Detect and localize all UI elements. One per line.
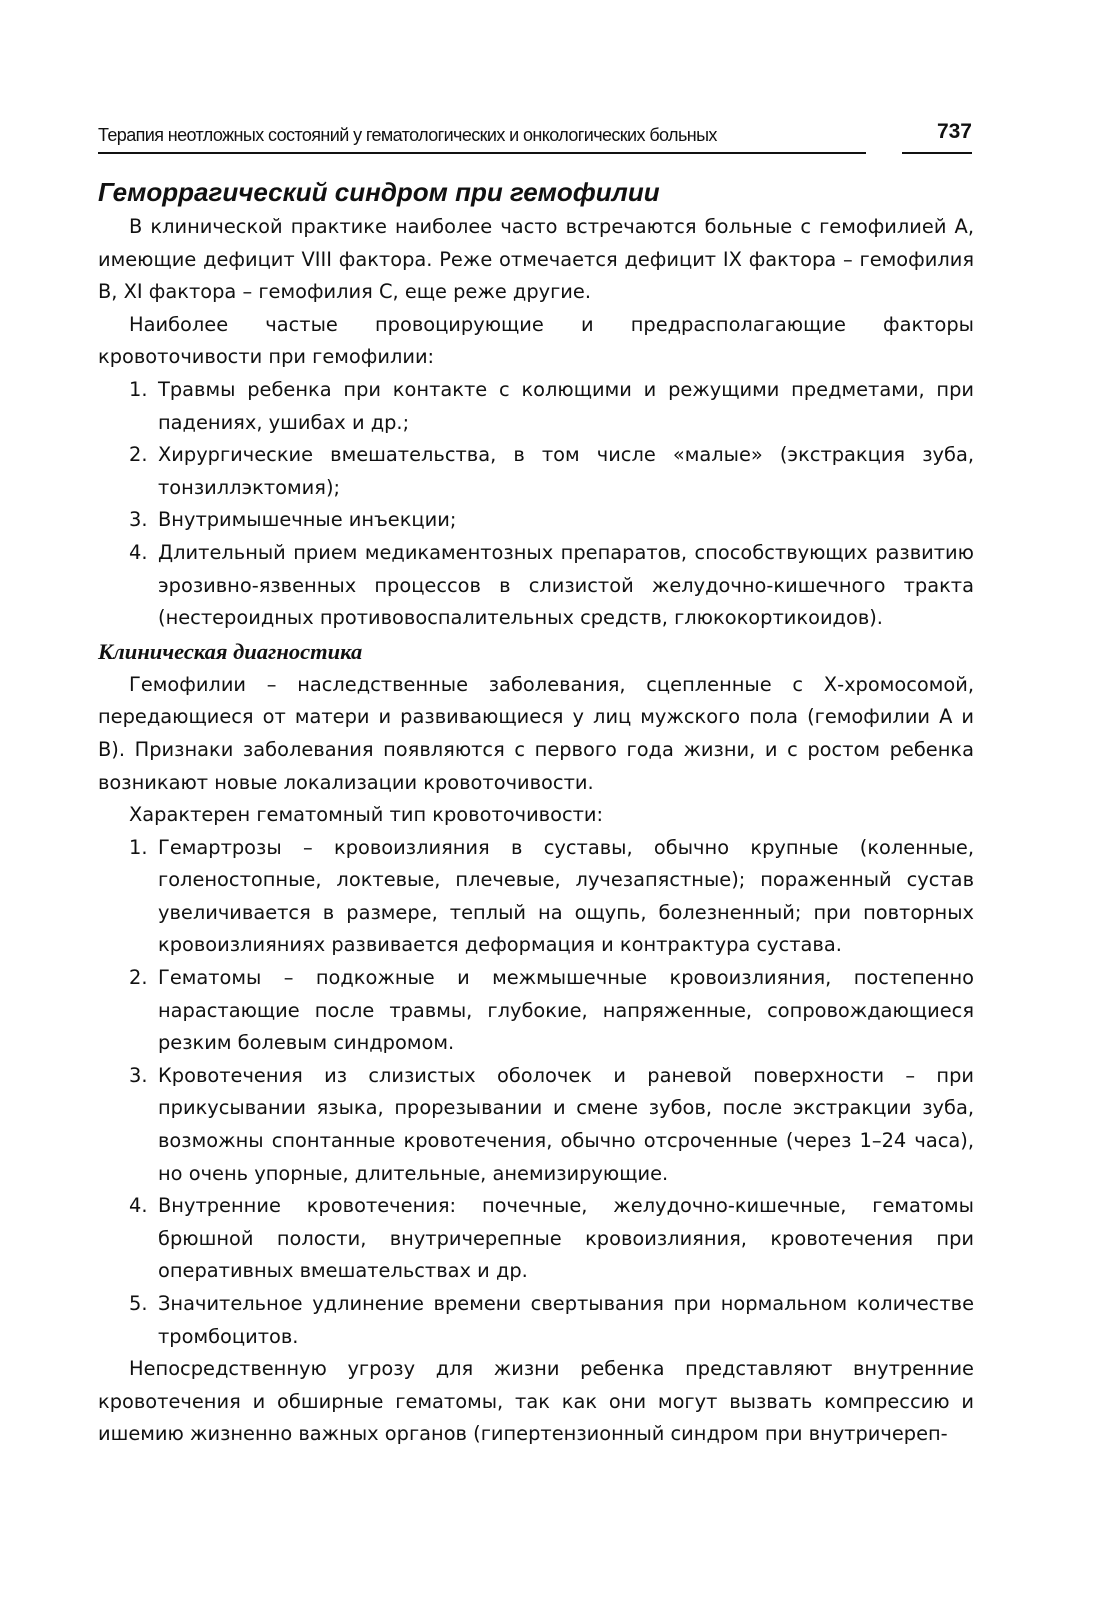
list-item-text: Длительный прием медикаментозных препаратов, способствующих развитию эрозивно-язвенных процессов в слизистой желудочно-кишечного тракта (нестероидных противовоспалительных средств, глюкокортикоидов).: [158, 540, 974, 630]
list-item-text: Травмы ребенка при контакте с колющими и режущими предметами, при падениях, ушибах и др.;: [158, 377, 974, 434]
running-title: Терапия неотложных состояний у гематологических и онкологических больных: [98, 125, 717, 145]
paragraph: Наиболее частые провоцирующие и предрасполагающие факторы кровоточивости при гемофилии:: [98, 312, 974, 369]
symptoms-list: [98, 832, 974, 1354]
section-heading: Геморрагический синдром при гемофилии: [98, 177, 660, 207]
list-number: 2.: [129, 443, 148, 467]
list-item: [98, 1060, 974, 1190]
list-item-text: Значительное удлинение времени свертывания при нормальном количестве тромбоцитов.: [158, 1292, 974, 1348]
running-header: [98, 118, 972, 154]
header-rule-gap: [866, 150, 902, 155]
list-number: 1.: [129, 835, 148, 859]
list-number: 5.: [129, 1292, 148, 1315]
page-body: [98, 173, 974, 1451]
paragraph: В клинической практике наиболее часто встречаются больные с гемофилией А, имеющие дефицит VIII фактора. Реже отмечается дефицит IX фактора – гемофилия В, XI фактора – гемофилия С, еще реже другие.: [98, 215, 974, 304]
list-item: [98, 962, 974, 1060]
list-item-text: Гематомы – подкожные и межмышечные кровоизлияния, постепенно нарастающие после травмы, глубокие, напряженные, сопровождающиеся резким болевым синдромом.: [158, 966, 974, 1055]
list-item: [98, 504, 974, 537]
list-number: 1.: [129, 377, 148, 401]
list-item: [98, 537, 974, 635]
list-number: 4.: [129, 1194, 148, 1218]
list-number: 3.: [129, 508, 148, 532]
list-item-text: Кровотечения из слизистых оболочек и раневой поверхности – при прикусывании языка, прорезывании и смене зубов, после экстракции зуба, возможны спонтанные кровотечения, обычно отсроченные (через 1–24 часа), но очень упорные, длительные, анемизирующие.: [158, 1063, 974, 1185]
page-number: 737: [936, 120, 972, 143]
list-item: [98, 374, 974, 439]
subsection-heading: Клиническая диагностика: [98, 638, 363, 664]
paragraph: Характерен гематомный тип кровоточивости:: [129, 803, 604, 827]
paragraph: Непосредственную угрозу для жизни ребенка представляют внутренние кровотечения и обширные гематомы, так как они могут вызвать компрессию и ишемию жизненно важных органов (гипертензионный синдром при внутричереп-: [98, 1357, 974, 1446]
list-number: 3.: [129, 1063, 148, 1087]
list-item: [98, 832, 974, 962]
list-item: [98, 439, 974, 504]
list-number: 2.: [129, 966, 148, 990]
list-item-text: Хирургические вмешательства, в том числе «малые» (экстракция зуба, тонзиллэктомия);: [158, 443, 974, 499]
list-item: [98, 1190, 974, 1288]
paragraph: Гемофилии – наследственные заболевания, сцепленные с Х-хромосомой, передающиеся от матери и развивающиеся у лиц мужского пола (гемофилии А и В). Признаки заболевания появляются с первого года жизни, и с ростом ребенка возникают новые локализации кровоточивости.: [98, 672, 974, 794]
list-number: 4.: [129, 540, 148, 564]
list-item-text: Внутримышечные инъекции;: [158, 508, 457, 532]
factors-list: [98, 374, 974, 635]
list-item-text: Гемартрозы – кровоизлияния в суставы, обычно крупные (коленные, голеностопные, локтевые, плечевые, лучезапястные); пораженный сустав увеличивается в размере, теплый на ощупь, болезненный; при повторных кровоизлияниях развивается деформация и контрактура сустава.: [158, 835, 974, 957]
list-item-text: Внутренние кровотечения: почечные, желудочно-кишечные, гематомы брюшной полости, внутричерепные кровоизлияния, кровотечения при оперативных вмешательствах и др.: [158, 1194, 974, 1283]
list-item: [98, 1288, 974, 1353]
